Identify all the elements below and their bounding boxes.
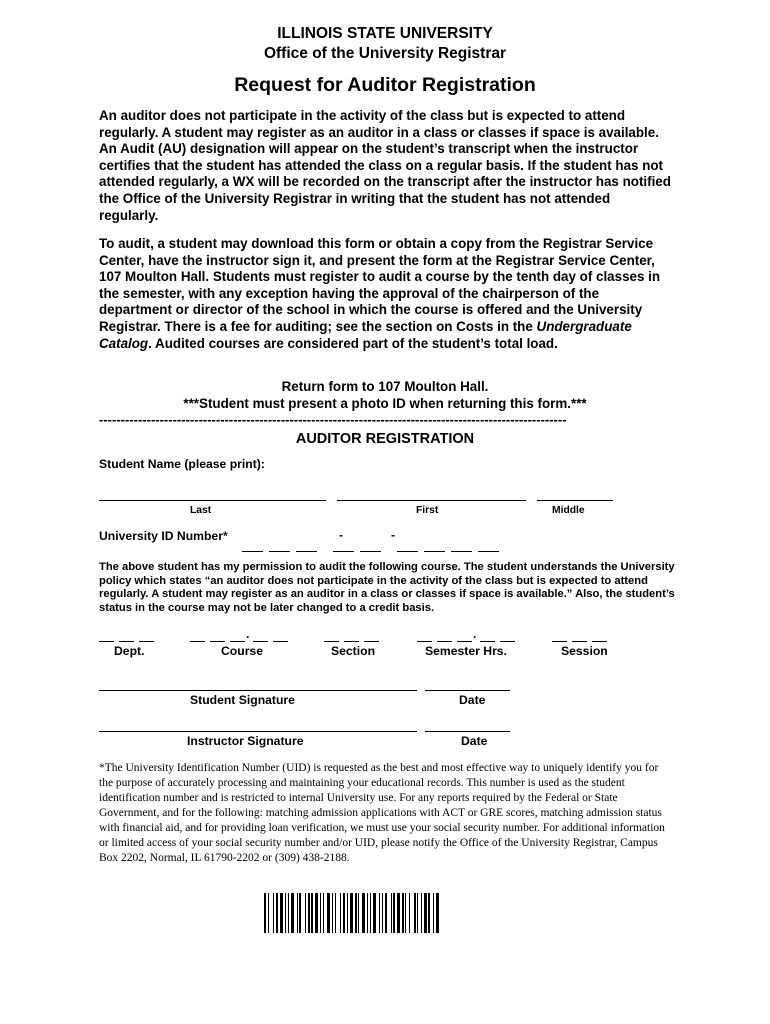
barcode-bar <box>343 893 345 933</box>
barcode-bar <box>402 893 404 933</box>
student-signature-label: Student Signature <box>190 693 295 707</box>
permission-statement: The above student has my permission to audit the following course. The student understands the University policy which states “an auditor does not participate in the activity of the class but is expected to attend regularly. A student may register as an auditor in a class or classes if space is available.” Also, the student’s status in the course may not be later changed to a credit basis. <box>99 561 675 614</box>
barcode-bar <box>405 893 406 933</box>
barcode-bar <box>424 893 427 933</box>
barcode-bar <box>421 893 422 933</box>
barcode-bar <box>285 893 286 933</box>
hours-decimal-point: . <box>473 627 477 641</box>
course-decimal-point: . <box>246 627 250 641</box>
barcode-bar <box>323 893 324 933</box>
photo-id-notice: ***Student must present a photo ID when returning this form.*** <box>183 396 587 411</box>
barcode-bar <box>428 893 430 933</box>
uid-footnote: *The University Identification Number (UID) is requested as the best and most effective way to uniquely identify you for the purpose of accurately processing and maintaining your educational records. This number is used as the student identification number and is restricted to internal University use. For any reports required by the Federal or State Government, and for the following: matching admission applications with ACT or GRE scores, matching admission status with financial aid, and for providing loan verification, we must use your social security number. For additional information or limited access of your social security number and/or UID, please notify the Office of the University Registrar, Campus Box 2202, Normal, IL 61790-2202 or (309) 438-2188. <box>99 762 665 864</box>
office-name: Office of the University Registrar <box>263 45 507 62</box>
intro-paragraph-1: An auditor does not participate in the activity of the class but is expected to attend regularly. A student may register as an auditor in a class or classes if space is available. An Audit (AU) designation will appear on the student’s transcript when the instructor certifies that the student has attended the class on a regular basis. If the student has not attended regularly, a WX will be recorded on the transcript after the instructor has notified the Office of the University Registrar in writing that the student has not attended regularly. <box>99 108 671 223</box>
barcode-bar <box>397 893 400 933</box>
middle-label: Middle <box>552 505 585 516</box>
student-name-label: Student Name (please print): <box>99 457 265 471</box>
student-date-field[interactable] <box>425 690 510 691</box>
barcode-bar <box>276 893 278 933</box>
student-signature-field[interactable] <box>99 690 417 691</box>
first-name-field[interactable] <box>337 500 526 501</box>
barcode <box>264 893 507 933</box>
barcode-bar <box>379 893 380 933</box>
intro-paragraph-2 <box>99 236 673 352</box>
last-label: Last <box>190 505 212 516</box>
intro-p2-tail: . Audited courses are considered part of the student’s total load. <box>148 335 558 351</box>
instructor-signature-field[interactable] <box>99 731 417 732</box>
barcode-bar <box>393 893 395 933</box>
intro-p2-text: To audit, a student may download this form or obtain a copy from the Registrar Service Center, have the instructor sign it, and present the form at the Registrar Service Center, 107 Moulton Hall. Students must register to audit a course by the tenth day of classes in the semester, with any exception having the approval of the chairperson of the department or director of the school in which the course is offered and the University Registrar. There is a fee for auditing; see the section on Costs in the <box>99 236 661 334</box>
barcode-bar <box>409 893 410 933</box>
university-id-label: University ID Number* <box>99 529 228 543</box>
barcode-bar <box>340 893 341 933</box>
barcode-bar <box>335 893 336 933</box>
uid-separator: - <box>391 528 396 542</box>
barcode-bar <box>311 893 313 933</box>
barcode-bar <box>273 893 274 933</box>
course-label: Course <box>221 644 263 658</box>
barcode-bar <box>367 893 368 933</box>
last-name-field[interactable] <box>99 500 326 501</box>
dept-label: Dept. <box>114 644 145 658</box>
barcode-bar <box>373 893 376 933</box>
barcode-bar <box>391 893 392 933</box>
first-label: First <box>416 505 439 516</box>
barcode-bar <box>305 893 306 933</box>
instructor-signature-label: Instructor Signature <box>187 734 304 748</box>
barcode-bar <box>315 893 318 933</box>
barcode-bar <box>299 893 301 933</box>
student-date-label: Date <box>459 693 486 707</box>
barcode-bar <box>268 893 269 933</box>
barcode-bar <box>264 893 266 933</box>
barcode-bar <box>308 893 310 933</box>
cut-line: ------------------------------------------------------------------------------------------------------------ <box>99 412 567 427</box>
barcode-bar <box>327 893 330 933</box>
barcode-bar <box>347 893 348 933</box>
barcode-bar <box>320 893 321 933</box>
barcode-bar <box>288 893 289 933</box>
barcode-bar <box>370 893 371 933</box>
catalog-reference: Undergraduate Catalog <box>99 318 632 351</box>
barcode-bar <box>417 893 418 933</box>
middle-name-field[interactable] <box>537 500 613 501</box>
barcode-bar <box>382 893 383 933</box>
barcode-bar <box>414 893 416 933</box>
instructor-date-field[interactable] <box>425 731 510 732</box>
semester-hrs-label: Semester Hrs. <box>425 644 507 658</box>
barcode-bar <box>385 893 387 933</box>
barcode-bar <box>332 893 333 933</box>
session-label: Session <box>561 644 608 658</box>
barcode-bar <box>355 893 357 933</box>
barcode-bar <box>358 893 359 933</box>
section-label: Section <box>331 644 376 658</box>
barcode-bar <box>291 893 294 933</box>
barcode-bar <box>350 893 353 933</box>
form-title: Request for Auditor Registration <box>234 74 536 96</box>
university-name: ILLINOIS STATE UNIVERSITY <box>277 25 493 42</box>
barcode-bar <box>280 893 283 933</box>
barcode-bar <box>297 893 298 933</box>
barcode-bar <box>436 893 439 933</box>
section-title: AUDITOR REGISTRATION <box>295 431 475 447</box>
barcode-bar <box>433 893 434 933</box>
instructor-date-label: Date <box>461 734 488 748</box>
return-instruction: Return form to 107 Moulton Hall. <box>281 379 489 394</box>
barcode-bar <box>362 893 365 933</box>
uid-separator: - <box>339 528 344 542</box>
